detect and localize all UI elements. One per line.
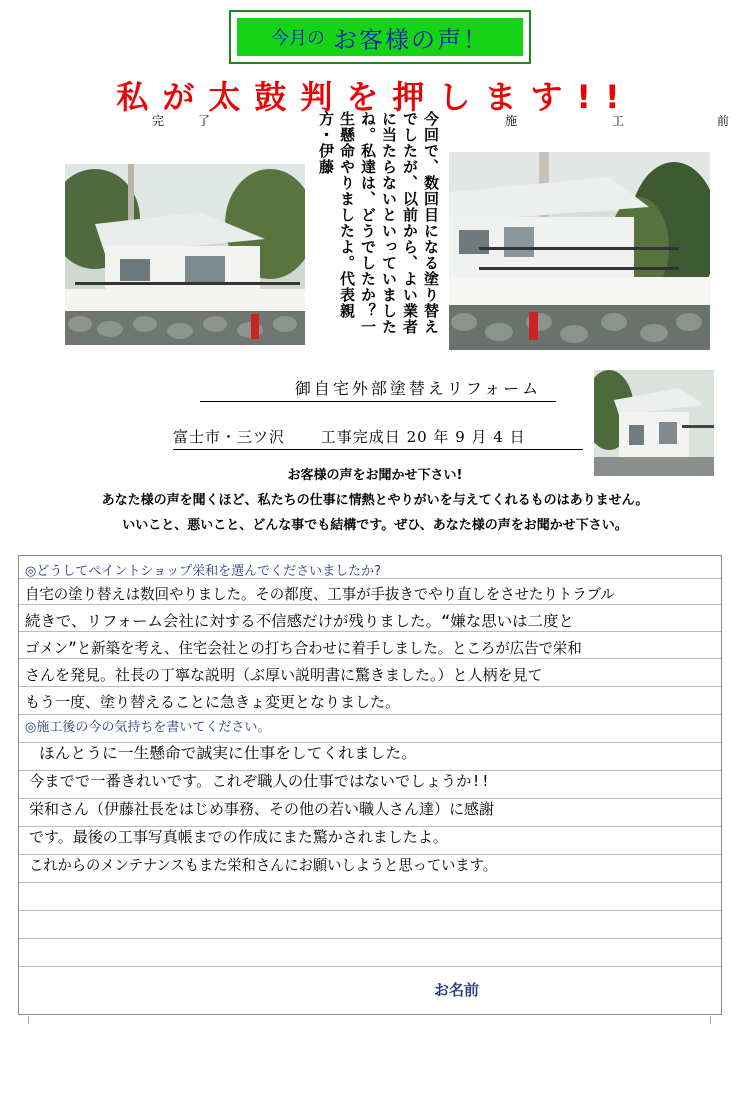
project-info	[173, 426, 583, 450]
question-2: ◎施工後の今の気持ちを書いてください。	[25, 720, 271, 735]
project-place: 富士市・三ツ沢	[173, 428, 286, 446]
margin-tick	[710, 1016, 711, 1024]
caption-left-2: 了	[198, 114, 211, 128]
caption-right-2: 工	[612, 114, 625, 128]
answer-1-line-1: 自宅の塗り替えは数回やりました。その都度、工事が手抜きでやり直しをさせたりトラブル	[25, 585, 615, 603]
project-title	[200, 376, 556, 402]
answer-2-line-1: ほんとうに一生懸命で誠実に仕事をしてくれました。	[39, 744, 418, 762]
form-rule	[19, 910, 721, 911]
survey-form	[18, 555, 722, 1015]
answer-1-line-4: さんを発見。社長の丁寧な説明（ぶ厚い説明書に驚きました。）と人柄を見て	[25, 666, 543, 684]
form-rule	[19, 686, 721, 687]
answer-1-line-2: 続きで、リフォーム会社に対する不信感だけが残りました。“嫌な思いは二度と	[25, 612, 574, 630]
photo-before	[449, 152, 710, 350]
photo-house-small	[594, 370, 714, 476]
answer-2-line-5: これからのメンテナンスもまた栄和さんにお願いしようと思っています。	[29, 856, 497, 874]
owner-message: 今回で、数回目になる塗り替えでしたが、以前から、よい業者に当たらないといっていましたね。私達は、どうでしたか？一生懸命やりましたよ。代表親方・伊藤	[317, 111, 440, 335]
form-rule	[19, 658, 721, 659]
headline: 私が太鼓判を押します!!	[116, 78, 634, 116]
intro-line-2: あなた様の声を聞くほど、私たちの仕事に情熱とやりがいを与えてくれるものはありません。	[101, 493, 649, 508]
signature-label: お名前	[434, 981, 480, 999]
photo-after	[65, 164, 305, 345]
answer-1-line-5: もう一度、塗り替えることに急きょ変更となりました。	[25, 693, 401, 711]
intro-line-1: お客様の声をお聞かせ下さい!	[287, 468, 463, 483]
form-rule	[19, 631, 721, 632]
intro-line-3: いいこと、悪いこと、どんな事でも結構です。ぜひ、あなた様の声をお聞かせ下さい。	[122, 518, 628, 533]
question-1: ◎どうしてペイントショップ栄和を選んでくださいましたか?	[25, 564, 381, 579]
form-rule	[19, 966, 721, 967]
form-rule	[19, 882, 721, 883]
caption-right-1: 施	[505, 114, 518, 128]
title-main: お客様の声！	[333, 25, 489, 54]
form-rule	[19, 938, 721, 939]
project-title-text: 御自宅外部塗替えリフォーム	[294, 379, 542, 398]
answer-2-line-3: 栄和さん（伊藤社長をはじめ事務、その他の若い職人さん達）に感謝	[29, 800, 495, 818]
caption-left-1: 完	[152, 114, 165, 128]
answer-2-line-2: 今までで一番きれいです。これぞ職人の仕事ではないでしょうか!!	[29, 772, 490, 790]
title-small: 今月の	[271, 28, 325, 49]
title-box	[229, 10, 531, 64]
form-rule	[19, 604, 721, 605]
margin-tick	[28, 1016, 29, 1024]
title-banner	[237, 18, 523, 56]
form-rule	[19, 714, 721, 715]
answer-1-line-3: ゴメン”と新築を考え、住宅会社との打ち合わせに着手しました。ところが広告で栄和	[25, 639, 582, 657]
answer-2-line-4: です。最後の工事写真帳までの作成にまた驚かされましたよ。	[29, 828, 448, 846]
caption-right-3: 前	[717, 114, 730, 128]
project-completion: 工事完成日 20 年 9 月 4 日	[320, 428, 526, 446]
